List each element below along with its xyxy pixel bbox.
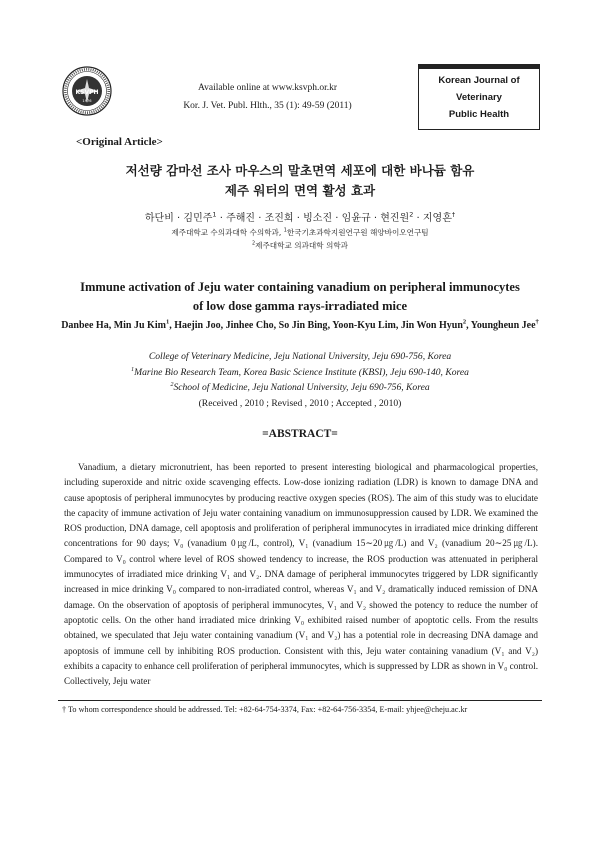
author-name: 현진원 (380, 213, 410, 224)
author-name: Danbee Ha (61, 320, 109, 331)
correspondence-footnote (62, 705, 540, 714)
english-author-list: Danbee Ha, Min Ju Kim$^1$, Haejin Joo, Jinhee Cho, So Jin Bing, Yoon-Kyu Lim, Jin Won Hyun$^2$, Youngheun Jee† (61, 318, 539, 331)
english-title (40, 278, 560, 316)
author-name: 김민주 (183, 213, 213, 224)
english-title-line: of low dose gamma rays-irradiated mice (192, 299, 408, 313)
society-seal-logo (62, 66, 112, 116)
author-name: Min Ju Kim (113, 320, 166, 331)
abstract-body: Vanadium, a dietary micronutrient, has been reported to present interesting biological and pharmacological properties, including superoxide and nitric oxide scavenging effects. Low-dose ionizing radiation (LDR) is known to damage DNA and cause apoptosis of peripheral immunocytes by producing reactive oxygen species (ROS). The aim of this study was to elucidate the capacity of immune activation of Jeju water containing vanadium on immunosuppression caused by LDR. We examined the ROS production, DNA damage, cell apoptosis and proliferation of peripheral immunocytes in irradiated mice drinking different concentrations for 90 days; V₀ (vanadium 0㎍/L, control), V₁ (vanadium 15∼20㎍/L) and V₂ (vanadium 20∼25㎍/L). Compared to V₀ control where level of ROS showed tendency to increase, the ROS production was attenuated in peripheral immunocytes of irradiated mice drinking V₁ and V₂. DNA damage of peripheral immunocytes triggered by LDR significantly increased in mice drinking V₀ compared to non-irradiated control, whereas V₁ and V₂ dramatically induced remission of DNA damage. On the observation of apoptosis of peripheral immunocytes, V₁ and V₂ showed the potency to reduce the number of apoptotic cells. On the other hand irradiated mice drinking V₀ exhibited raised number of apoptotic cells. From the results obtained, we speculated that Jeju water containing vanadium (V₁ and V₂) has a potential role in decreasing DNA damage and apoptosis of immune cell by inhibiting ROS production. Consistent with this, Jeju water containing vanadium (V₁ and V₂) exhibits a capacity to enhance cell proliferation of peripheral immunocytes, which is suppressed by LDR as shown in V₀ control. Collectively, Jeju water (64, 462, 538, 687)
author-name: 주해진 (226, 213, 256, 224)
footnote-divider (58, 700, 542, 701)
korean-affiliations (40, 226, 560, 252)
author-name: Jinhee Cho (225, 320, 274, 331)
article-type-label: <Original Article> (76, 136, 163, 148)
author-name: Youngheun Jee (470, 320, 536, 331)
korean-title-line: 제주 워터의 면역 활성 효과 (224, 183, 376, 198)
author-name: 하단비 (144, 213, 174, 224)
author-name: Haejin Joo (174, 320, 221, 331)
author-name: Jin Won Hyun (400, 320, 463, 331)
footnote-text: To whom correspondence should be addressed. Tel: +82-64-754-3374, Fax: +82-64-756-3354, E-mail: yhjee@cheju.ac.kr (68, 705, 468, 714)
korean-affiliation-line: $^2$제주대학교 의과대학 의학과 (251, 240, 348, 250)
author-name: 빙소진 (303, 213, 333, 224)
journal-name-line: Veterinary (456, 92, 502, 103)
author-name: Yoon-Kyu Lim (332, 320, 396, 331)
received-dates: (Received , 2010 ; Revised , 2010 ; Accepted , 2010) (198, 397, 402, 409)
korean-author-list: 하단비 · 김민주$^1$ · 주해진 · 조진희 · 빙소진 · 임윤규 · 현진원$^2$ · 지영흔† (144, 210, 456, 224)
korean-affiliation-line: 제주대학교 수의과대학 수의학과, $^1$한국기초과학지원연구원 해양바이오연구팀 (171, 227, 429, 237)
author-name: 임윤규 (341, 213, 371, 224)
english-affiliation-line: $^1$Marine Bio Research Team, Korea Basic Science Institute (KBSI), Jeju 690-140, Korea (131, 365, 469, 378)
english-title-line: Immune activation of Jeju water containing vanadium on peripheral immunocytes (80, 280, 520, 294)
journal-name-box (418, 64, 540, 130)
english-affiliations (40, 349, 560, 411)
svg-text:KSVPH: KSVPH (75, 89, 99, 96)
available-online-text: Available online at www.ksvph.or.kr (197, 83, 338, 93)
author-name: 지영흔 (422, 213, 452, 224)
dagger-mark: † (62, 705, 67, 714)
author-name: So Jin Bing (278, 320, 328, 331)
korean-title-line: 저선량 감마선 조사 마우스의 말초면역 세포에 대한 바나듐 함유 (125, 163, 475, 178)
svg-text:1976: 1976 (82, 99, 92, 103)
journal-name-line: Korean Journal of (438, 75, 520, 86)
english-affiliation-line: $^2$School of Medicine, Jeju National University, Jeju 690-756, Korea (170, 380, 430, 393)
korean-title (40, 161, 560, 201)
abstract-heading: =ABSTRACT= (262, 428, 338, 440)
author-name: 조진희 (264, 213, 294, 224)
journal-name-line: Public Health (448, 109, 510, 120)
journal-citation: Kor. J. Vet. Publ. Hlth., 35 (1): 49-59 (2011) (183, 101, 352, 111)
english-affiliation-line: College of Veterinary Medicine, Jeju National University, Jeju 690-756, Korea (148, 351, 452, 362)
